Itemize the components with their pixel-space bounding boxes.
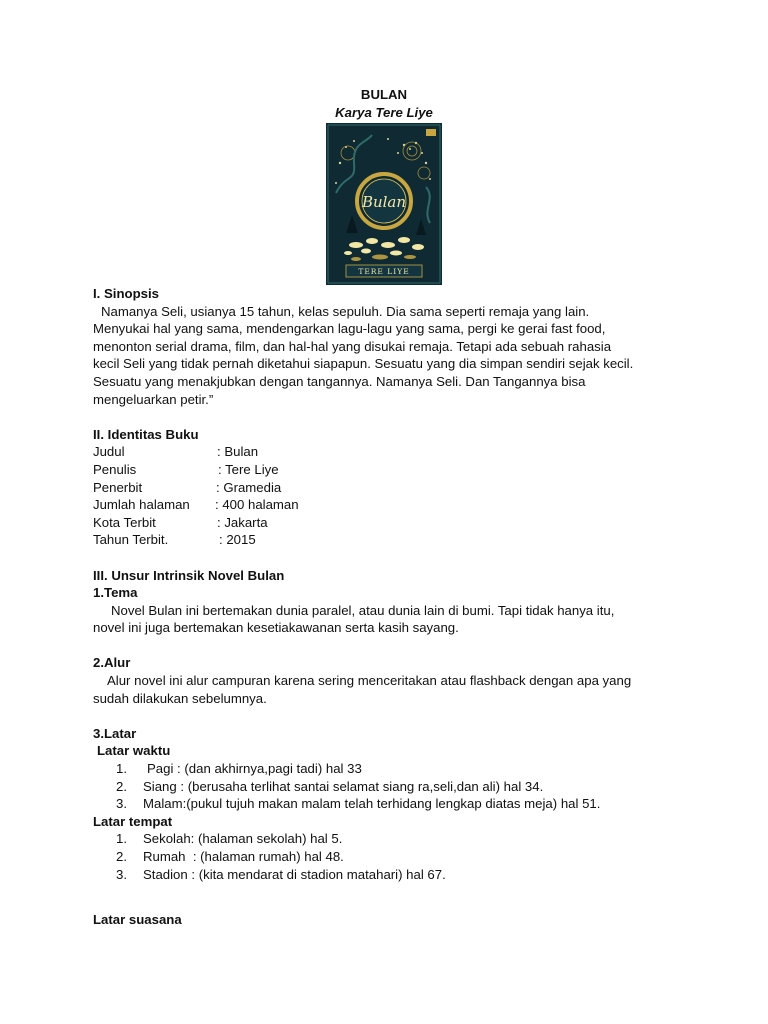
latar-waktu-list — [93, 760, 693, 813]
list-item-text: Rumah : (halaman rumah) hal 48. — [143, 849, 344, 864]
identitas-value: : Jakarta — [217, 514, 268, 530]
sinopsis-line: Sesuatu yang menakjubkan dengan tangannya. Namanya Seli. Dan Tangannya bisa — [93, 373, 586, 389]
list-item-text: Malam:(pukul tujuh makan malam telah terhidang lengkap diatas meja) hal 51. — [143, 796, 601, 812]
list-item-number: 3. — [116, 796, 127, 812]
subsection-heading-latar: 3.Latar — [93, 725, 137, 741]
subsection-heading-alur: 2.Alur — [93, 655, 131, 671]
document-body — [93, 285, 693, 929]
list-item-number: 2. — [116, 849, 127, 864]
identitas-row — [93, 443, 693, 461]
list-item — [93, 795, 693, 813]
section-heading-unsur: III. Unsur Intrinsik Novel Bulan — [93, 567, 285, 583]
list-item-number: 3. — [116, 866, 127, 882]
identitas-value: : Tere Liye — [218, 461, 279, 477]
sinopsis-line: menonton serial drama, film, dan hal-hal yang disukai remaja. Tetapi ada sebuah rahasia — [93, 338, 612, 354]
identitas-value: : Bulan — [217, 444, 259, 460]
book-cover-image — [326, 123, 442, 285]
list-item-text: Siang : (berusaha terlihat santai selamat siang ra,seli,dan ali) hal 34. — [143, 778, 544, 794]
identitas-value: : 2015 — [219, 532, 256, 548]
list-item-number: 2. — [116, 778, 127, 794]
identitas-key: Penulis — [93, 461, 137, 477]
list-item-text: Stadion : (kita mendarat di stadion matahari) hal 67. — [143, 866, 446, 882]
sinopsis-line: kecil Seli yang tidak pernah diketahui siapapun. Sesuatu yang dia simpan sendiri sejak kecil. — [93, 356, 634, 372]
latar-suasana-heading: Latar suasana — [93, 912, 182, 928]
identitas-value: : 400 halaman — [215, 497, 299, 513]
list-item-number: 1. — [116, 761, 127, 777]
tema-line: novel ini juga bertemakan kesetiakawanan serta kasih sayang. — [93, 620, 459, 636]
book-cover-illustration — [326, 123, 442, 285]
latar-tempat-list — [93, 830, 693, 883]
alur-line: sudah dilakukan sebelumnya. — [93, 690, 267, 706]
section-heading-identitas: II. Identitas Buku — [93, 426, 199, 442]
list-item — [93, 866, 693, 884]
cover-title-text: Bulan — [361, 193, 407, 211]
cover-author-text: TERE LIYE — [358, 267, 410, 276]
identitas-row — [93, 496, 693, 514]
identitas-value: : Gramedia — [216, 479, 282, 495]
alur-line: Alur novel ini alur campuran karena sering menceritakan atau flashback dengan apa yang — [107, 673, 632, 689]
identitas-key: Jumlah halaman — [93, 497, 190, 513]
identitas-key: Kota Terbit — [93, 514, 156, 530]
tema-line: Novel Bulan ini bertemakan dunia paralel, atau dunia lain di bumi. Tapi tidak hanya itu, — [111, 602, 615, 618]
identitas-key: Tahun Terbit. — [93, 532, 169, 548]
list-item — [93, 778, 693, 796]
sinopsis-line: mengeluarkan petir.” — [93, 391, 214, 407]
section-heading-sinopsis: I. Sinopsis — [93, 286, 159, 301]
sinopsis-line: Menyukai hal yang sama, mendengarkan lagu-lagu yang sama, pergi ke gerai fast food, — [93, 321, 606, 337]
document-title: BULAN — [360, 87, 408, 102]
list-item-text: Sekolah: (halaman sekolah) hal 5. — [143, 831, 343, 847]
identitas-key: Penerbit — [93, 479, 143, 495]
list-item — [93, 760, 693, 778]
subsection-heading-tema: 1.Tema — [93, 585, 138, 601]
identitas-row — [93, 461, 693, 479]
identitas-row — [93, 514, 693, 532]
list-item — [93, 830, 693, 848]
latar-tempat-heading: Latar tempat — [93, 813, 173, 829]
identitas-key: Judul — [93, 444, 125, 460]
identitas-row — [93, 479, 693, 497]
sinopsis-line: Namanya Seli, usianya 15 tahun, kelas sepuluh. Dia sama seperti remaja yang lain. — [101, 303, 590, 319]
document-subtitle: Karya Tere Liye — [335, 105, 433, 120]
list-item — [93, 848, 693, 866]
list-item-text: Pagi : (dan akhirnya,pagi tadi) hal 33 — [147, 761, 362, 777]
latar-waktu-heading: Latar waktu — [97, 743, 171, 759]
list-item-number: 1. — [116, 831, 127, 847]
identitas-row — [93, 531, 693, 549]
